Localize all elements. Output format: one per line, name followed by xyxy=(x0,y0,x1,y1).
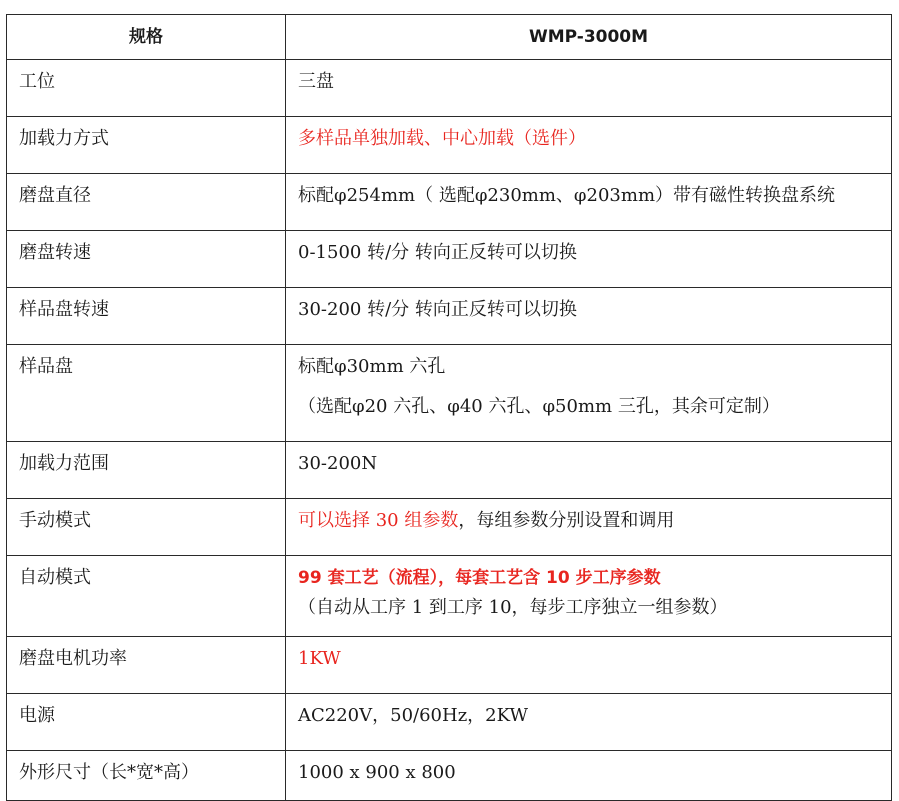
table-row xyxy=(7,442,892,499)
row-value: 30-200N xyxy=(286,442,892,499)
table-row xyxy=(7,60,892,117)
row-label: 磨盘电机功率 xyxy=(7,637,286,694)
row-label: 样品盘 xyxy=(7,345,286,442)
row-label: 磨盘转速 xyxy=(7,231,286,288)
row-label: 电源 xyxy=(7,694,286,751)
row-label: 磨盘直径 xyxy=(7,174,286,231)
row-label: 手动模式 xyxy=(7,499,286,556)
table-row xyxy=(7,174,892,231)
row-value-line: （自动从工序 1 到工序 10，每步工序独立一组参数） xyxy=(298,597,728,618)
table-row xyxy=(7,694,892,751)
table-row xyxy=(7,637,892,694)
row-value-line: （选配φ20 六孔、φ40 六孔、φ50mm 三孔，其余可定制） xyxy=(298,396,780,417)
row-label: 外形尺寸（长*宽*高） xyxy=(7,751,286,801)
row-label: 样品盘转速 xyxy=(7,288,286,345)
row-label: 自动模式 xyxy=(7,556,286,637)
row-label: 工位 xyxy=(7,60,286,117)
table-row xyxy=(7,499,892,556)
row-value: 三盘 xyxy=(286,60,892,117)
row-label: 加载力范围 xyxy=(7,442,286,499)
row-value xyxy=(286,345,892,442)
row-value: 1000 x 900 x 800 xyxy=(286,751,892,801)
row-value-rest: ，每组参数分别设置和调用 xyxy=(458,510,675,531)
table-row xyxy=(7,231,892,288)
header-model: WMP-3000M xyxy=(286,15,892,60)
row-label: 加载力方式 xyxy=(7,117,286,174)
header-row xyxy=(7,15,892,60)
row-value: 标配φ254mm（ 选配φ230mm、φ203mm）带有磁性转换盘系统 xyxy=(286,174,892,231)
row-value: 多样品单独加载、中心加载（选件） xyxy=(286,117,892,174)
row-value xyxy=(286,556,892,637)
row-value: 0-1500 转/分 转向正反转可以切换 xyxy=(286,231,892,288)
row-value: 1KW xyxy=(286,637,892,694)
row-value: 30-200 转/分 转向正反转可以切换 xyxy=(286,288,892,345)
row-value: AC220V，50/60Hz，2KW xyxy=(286,694,892,751)
table-row xyxy=(7,288,892,345)
row-value-line: 99 套工艺（流程），每套工艺含 10 步工序参数 xyxy=(298,568,661,588)
row-value-line: 标配φ30mm 六孔 xyxy=(298,356,446,377)
table-row xyxy=(7,117,892,174)
table-row xyxy=(7,345,892,442)
table-row xyxy=(7,556,892,637)
row-value-highlight: 可以选择 30 组参数 xyxy=(298,510,459,531)
table-row xyxy=(7,751,892,801)
spec-table xyxy=(6,14,892,801)
header-label: 规格 xyxy=(7,15,286,60)
row-value xyxy=(286,499,892,556)
